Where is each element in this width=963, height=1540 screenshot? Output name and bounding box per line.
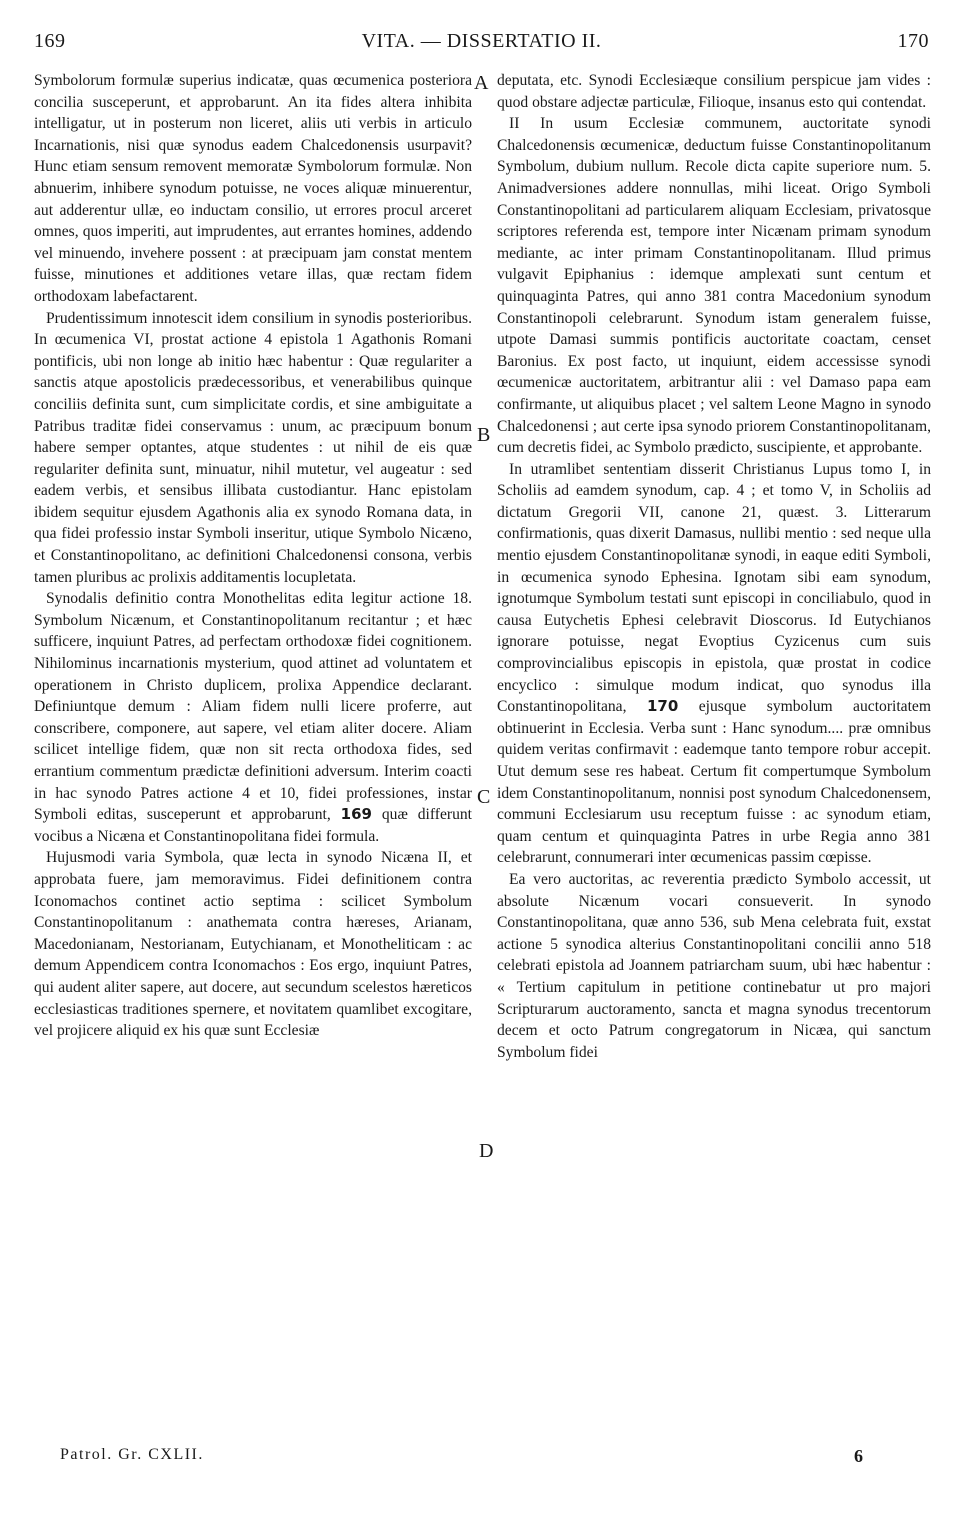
left-paragraph-4: Hujusmodi varia Symbola, quæ lecta in synodo Nicæna II, et approbata fuere, jam memoravimus. Fidei definitionem contra Iconomachos continet actio septima : scilicet Symbolum Constantinopolitanum : anathemata contra hæreses, Arianam, Macedonianam, Nestorianam, Eutychianam, et Monotheliticam : ac demum Appendicem contra Iconomachos : Eos ergo, inquiunt Patres, qui audent aliter sapere, aut docere, aut secundum scelestos hæreticos ecclesiasticas traditiones spernere, et novitatem quamlibet excogitare, vel projicere aliquid ex his quæ sunt Ecclesiæ: [34, 849, 472, 1040]
margin-letter-c: C: [477, 786, 491, 808]
right-paragraph-3: [497, 459, 931, 869]
left-page-number: 169: [34, 30, 66, 52]
signature-mark: 6: [854, 1446, 863, 1466]
margin-letter-d: D: [479, 1140, 494, 1162]
margin-letter-b: B: [477, 424, 491, 446]
left-paragraph-3: [34, 588, 472, 847]
left-paragraph-3-text-b: quæ differunt vocibus a Nicæna et Constantinopolitana fidei formula.: [34, 806, 472, 845]
column-number-170: 170: [646, 697, 679, 716]
right-paragraph-1: deputata, etc. Synodi Ecclesiæque consilium perspicue jam vides : quod obstare adjectæ particulæ, Filioque, insanus esto qui contendat.: [497, 72, 931, 111]
left-column: [34, 70, 472, 1042]
column-number-169: 169: [340, 805, 372, 824]
right-column: [497, 70, 931, 1063]
right-paragraph-3-text-a: In utramlibet sententiam disserit Christianus Lupus tomo I, in Scholiis ad eamdem synodum, cap. 4 ; et tomo V, in Scholiis ad dictatum Gregorii VII, canone 21, quæst. 3. Litterarum confirmationis, quas dixerit Damasus, nullibi mentio : sed neque ulla mentio ejusdem Constantinopolitanæ synodi, in eaque editi Symboli, in œcumenica synodo Ephesina. Ignotam sibi eam synodum, ignotumque Symbolum testati sunt episcopi in conciliabulo, quod in causa Eutychetis Ephesi celebravit Dioscorus. Id Eutychianos ignorare potuisse, negat Evoptius Cyzicenus cum suis comprovincialibus episcopis in epistola, quæ prostat in codice encyclico : simulque modum indicat, quo synodus illa Constantinopolitana,: [497, 460, 931, 716]
left-paragraph-2: Prudentissimum innotescit idem consilium in synodis posterioribus. In œcumenica VI, prostat actione 4 epistola 1 Agathonis Romani pontificis, ubi non longe ab initio hæc habentur : Quæ regulariter a sanctis atque apostolicis prædecessoribus, et venerabilibus quinque conciliis definita sunt, cum simplicitate cordis, et sine ambiguitate a Patribus traditæ fidei conservamus : unum, ac præcipuum bonum habere semper optantes, atque studentes : ut nihil de eis quæ regulariter definita sunt, minuatur, nihil mutetur, vel augeatur : sed eadem verbis, et sensibus illibata custodiantur. Hanc epistolam ibidem sequitur ejusdem Agathonis alia ex synodo Romana data, in qua fidei professio instar Symboli inseritur, utique Symbolo Nicæno, et Constantinopolitano, ac definitioni Chalcedonensi consona, verbis tamen pluribus ac prolixis additamentis locupletata.: [34, 309, 472, 586]
margin-letter-a: A: [474, 72, 489, 94]
running-title: VITA. — DISSERTATIO II.: [361, 30, 602, 52]
right-paragraph-2: II In usum Ecclesiæ communem, auctoritate synodi Chalcedonensis œcumenicæ, deductum fuisse Constantinopolitanum Symbolum, dubium nullum. Recole dicta capite superiore num. 5. Animadversiones addere nonnullas, mihi liceat. Origo Symboli Constantinopolitani ad particularem aliquam Ecclesiam, privatosque scriptores referenda est, tempore inter Nicænam primam synodum mediante, ac inter primam Constantinopolitanam. Illud primus vulgavit Epiphanius : idemque amplexati sunt centum et quinquaginta Patres, qui anno 381 contra Macedonium synodum Constantinopoli celebrarunt. Synodum istam generalem fuisse, utpote Damasi summis pontificis auctoritate coactam, censet Baronius. Ex post facto, ut inquiunt, eidem accessisse synodi œcumenicæ auctoritatem, arbitrantur alii : vel Damaso papa eam confirmante, ut aliquibus placet ; vel saltem Leone Magno in synodo Chalcedonensi ; aut certe ipsa synodo priorem Constantinopolitanam, cum decretis fidei, ac Symbolo prædicto, suscipiente, et approbante.: [497, 115, 931, 457]
running-header: [34, 30, 929, 58]
left-paragraph-1: Symbolorum formulæ superius indicatæ, quas œcumenica posteriora concilia susceperunt, et approbarunt. An ita fides altera inhibita intelligatur, ut in posterum non liceret, aliis uti verbis in articulo Incarnationis, nisi quæ synodus eadem Chalcedonensis usurpavit? Hunc etiam sensum removent memoratæ Symbolorum formulæ. Non abnuerim, inhibere synodum potuisse, ne voces aliquæ minuerentur, aut adderentur ullæ, eo inductam consilio, ut errores procul arceret omnes, quos imperiti, aut imprudentes, aut errantes homines, addendo vel minuendo, invehere possent : at præcipuam jam constat mentem fuisse, minutiones et additiones vetare illas, quæ rectam fidem orthodoxam labefactarent.: [34, 72, 472, 305]
footer-volume-reference: Patrol. Gr. CXLII.: [60, 1446, 204, 1463]
right-paragraph-4: Ea vero auctoritas, ac reverentia prædicto Symbolo accessit, ut absolute Nicænum vocari consueverit. In synodo Constantinopolitana, quæ anno 536, sub Mena celebrata fuit, exstat actione 5 synodica alterius Constantinopolitani concilii anno 518 celebrati epistola ad Joannem patriarcham suum, ubi hæc habentur : « Tertium capitulum in petitione continebatur ut pro majori Scripturarum auctoramento, sancta et magna synodus trecentorum decem et octo Patrum congregatorum in Nicæa, qui sanctum Symbolum fidei: [497, 870, 931, 1061]
right-page-number: 170: [897, 30, 929, 52]
left-paragraph-3-text-a: Synodalis definitio contra Monothelitas edita legitur actione 18. Symbolum Nicænum, et Constantinopolitanum recitantur ; et hæc sufficere, inquiunt Patres, ad perfectam orthodoxæ fidei cognitionem. Nihilominus incarnationis mysterium, quod attinet ad voluntatem et operationem in Christo duplicem, prolixa Appendice declarant. Definiuntque demum : Aliam fidem nulli licere proferre, aut conscribere, componere, aut sapere, vel etiam aliter docere. Aliam scilicet intellige fidem, quæ non sit recta orthodoxa fides, sed errantium commentum prædictæ definitioni adversum. Interim coacti in hac synodo Patres actione 4 et 10, fidei professiones, instar Symboli editas, susceperunt et approbarunt,: [34, 590, 472, 824]
right-paragraph-3-text-b: ejusque symbolum auctoritatem obtinuerint in Ecclesia. Verba sunt : Hanc synodum.... præ omnibus quidem veritas confirmavit : eademque tanto tempore robur accepit. Utut demum sese res habeat. Certum fit compertumque Symbolum idem Constantinopolitanum, nonnisi post synodum Chalcedonensem, communi Ecclesiarum usu receptum fuisse : ac synodum etiam, quam centum et quinquaginta Patres in urbe Regia anno 381 celebrarunt, connumerari inter œcumenicas passim cœpisse.: [497, 698, 931, 867]
